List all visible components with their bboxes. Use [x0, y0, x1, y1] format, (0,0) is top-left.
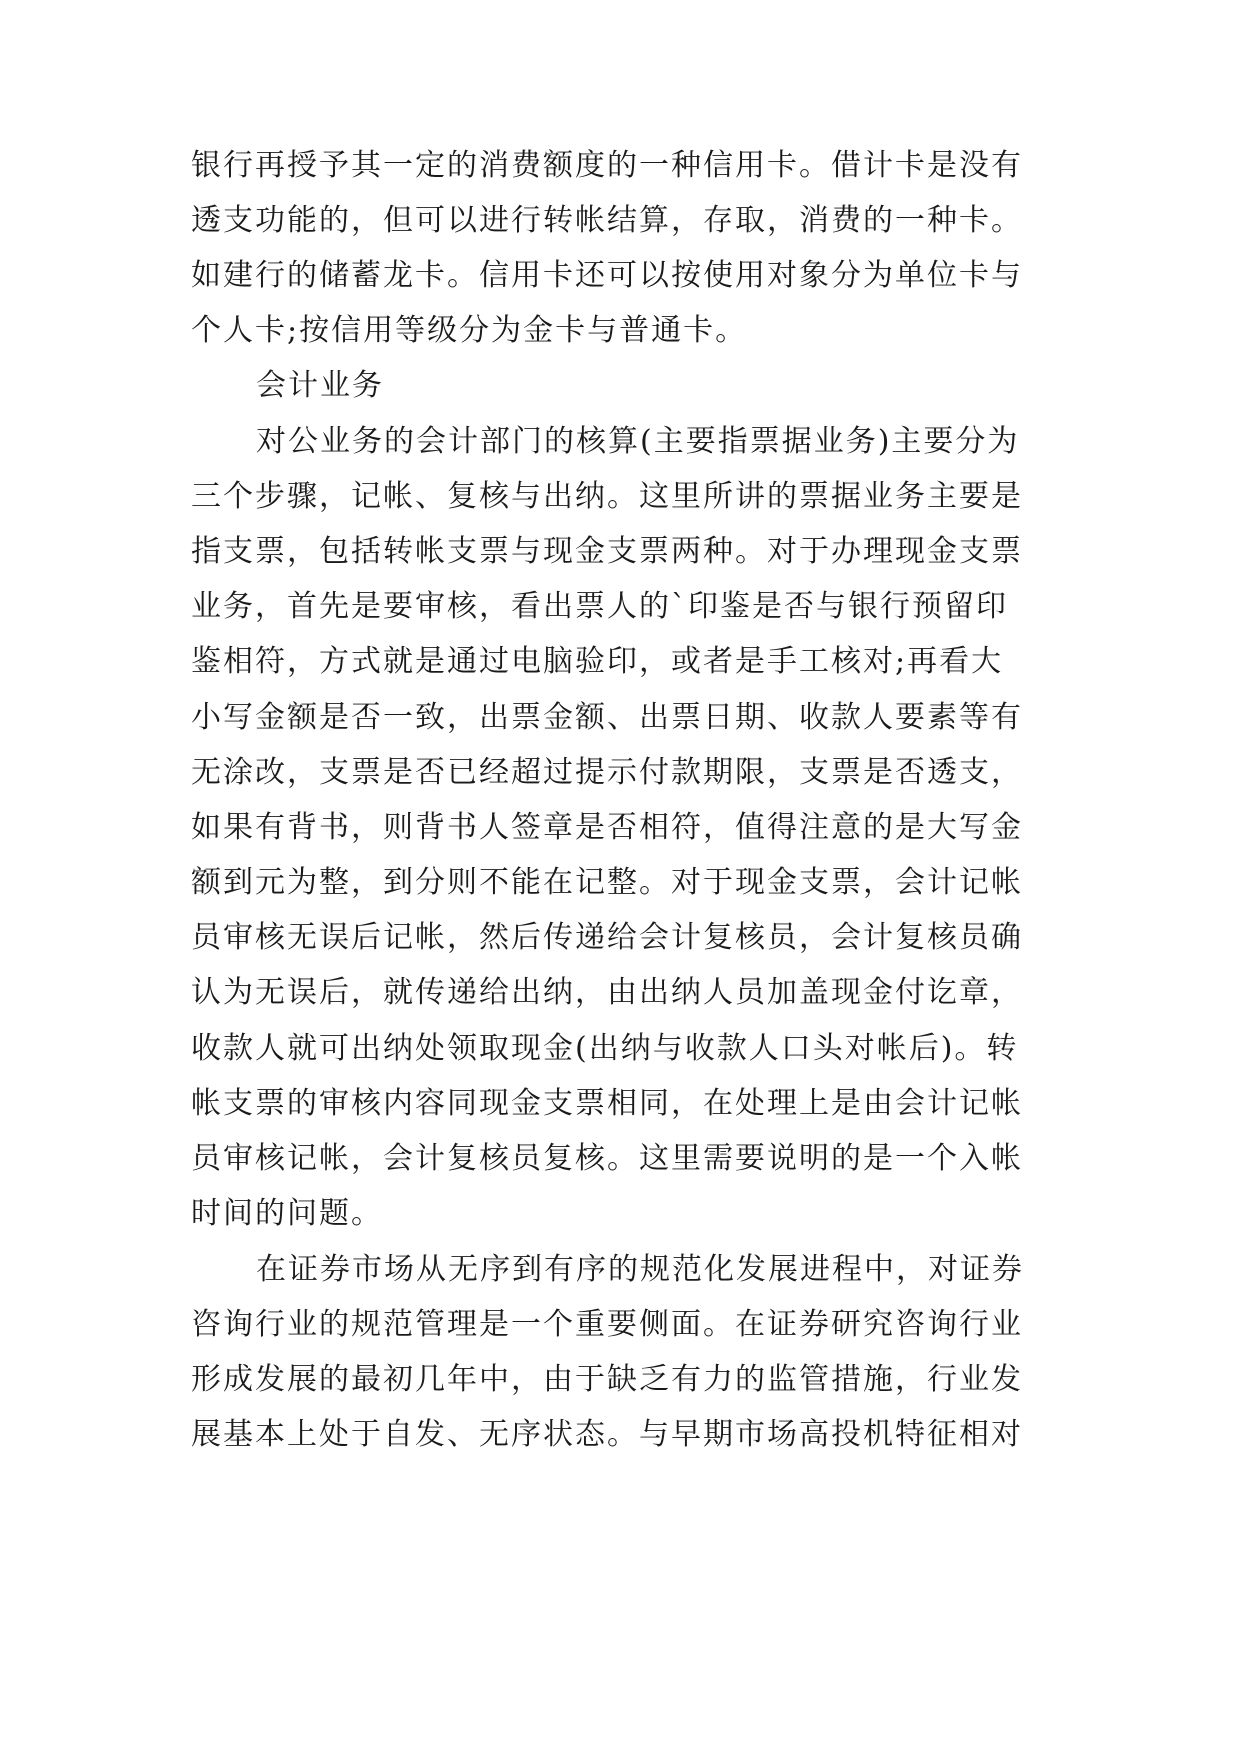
text-line: 如建行的储蓄龙卡。信用卡还可以按使用对象分为单位卡与 — [191, 258, 1023, 293]
text-line: 银行再授予其一定的消费额度的一种信用卡。借计卡是没有 — [191, 148, 1023, 183]
text-line: 额到元为整，到分则不能在记整。对于现金支票，会计记帐 — [191, 865, 1023, 900]
paragraph-start-line: 对公业务的会计部门的核算(主要指票据业务)主要分为 — [256, 424, 1020, 459]
section-heading: 会计业务 — [256, 368, 384, 403]
text-line: 员审核无误后记帐，然后传递给会计复核员，会计复核员确 — [191, 920, 1023, 955]
text-line: 形成发展的最初几年中，由于缺乏有力的监管措施，行业发 — [191, 1362, 1023, 1397]
paragraph-start-line: 在证券市场从无序到有序的规范化发展进程中，对证券 — [256, 1252, 1024, 1287]
text-line: 鉴相符，方式就是通过电脑验印，或者是手工核对;再看大 — [191, 644, 1004, 679]
text-line: 指支票，包括转帐支票与现金支票两种。对于办理现金支票 — [191, 534, 1023, 569]
text-line: 员审核记帐，会计复核员复核。这里需要说明的是一个入帐 — [191, 1141, 1023, 1176]
text-line: 收款人就可出纳处领取现金(出纳与收款人口头对帐后)。转 — [191, 1031, 1019, 1066]
text-line: 个人卡;按信用等级分为金卡与普通卡。 — [191, 313, 748, 348]
text-line: 如果有背书，则背书人签章是否相符，值得注意的是大写金 — [191, 810, 1023, 845]
text-line: 无涂改，支票是否已经超过提示付款期限，支票是否透支， — [191, 755, 1023, 790]
text-line: 时间的问题。 — [191, 1196, 383, 1231]
text-line: 展基本上处于自发、无序状态。与早期市场高投机特征相对 — [191, 1417, 1023, 1452]
text-line: 小写金额是否一致，出票金额、出票日期、收款人要素等有 — [191, 700, 1023, 735]
text-line: 咨询行业的规范管理是一个重要侧面。在证券研究咨询行业 — [191, 1307, 1023, 1342]
text-line: 三个步骤，记帐、复核与出纳。这里所讲的票据业务主要是 — [191, 479, 1023, 514]
text-line: 帐支票的审核内容同现金支票相同，在处理上是由会计记帐 — [191, 1086, 1023, 1121]
text-line: 认为无误后，就传递给出纳，由出纳人员加盖现金付讫章， — [191, 975, 1023, 1010]
text-line: 业务，首先是要审核，看出票人的`印鉴是否与银行预留印 — [191, 589, 1008, 624]
text-line: 透支功能的，但可以进行转帐结算，存取，消费的一种卡。 — [191, 203, 1023, 238]
